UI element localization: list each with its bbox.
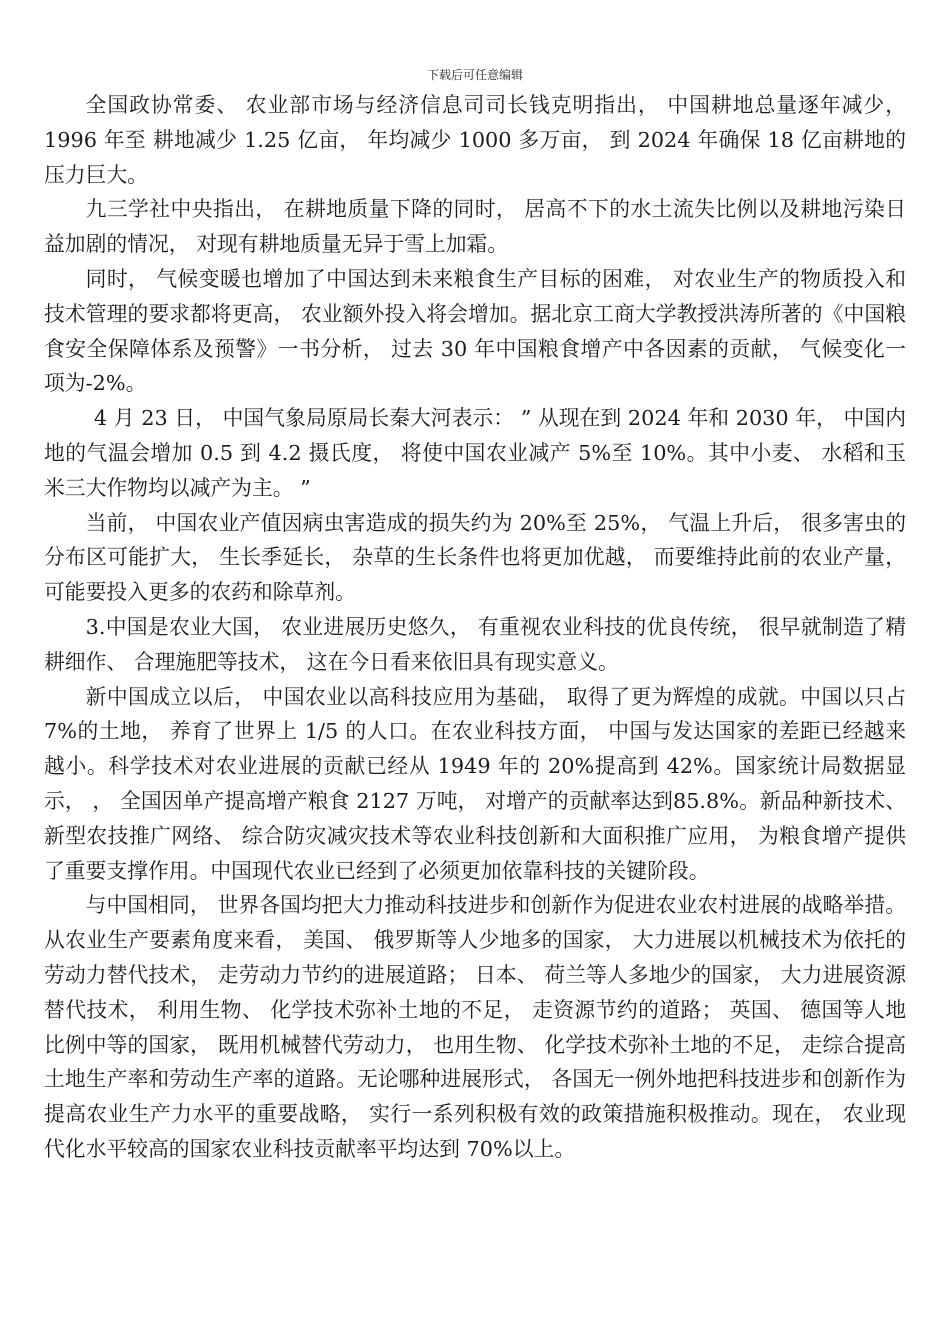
paragraph-jiusan-society: 九三学社中央指出， 在耕地质量下降的同时， 居高不下的水土流失比例以及耕地污染日益加剧的情况， 对现有耕地质量无异于雪上加霜。	[44, 197, 906, 257]
paragraph-climate-warming: 同时， 气候变暖也增加了中国达到未来粮食生产目标的困难， 对农业生产的物质投入和技术管理的要求都将更高， 农业额外投入将会增加。据北京工商大学教授洪涛所著的《中国粮食安全保障体系及预警》一书分析， 过去 30 年中国粮食增产中各因素的贡献， 气候变化一项为-2%。	[44, 266, 906, 396]
paragraph-agricultural-tradition: 3.中国是农业大国， 农业进展历史悠久， 有重视农业科技的优良传统， 很早就制造了精耕细作、 合理施肥等技术， 这在今日看来依旧具有现实意义。	[44, 614, 906, 674]
document-body	[44, 88, 906, 1167]
paragraph-farmland-decline: 全国政协常委、 农业部市场与经济信息司司长钱克明指出， 中国耕地总量逐年减少， 1996 年至 耕地减少 1.25 亿亩， 年均减少 1000 多万亩， 到 2024 年确保 18 亿亩耕地的压力巨大。	[44, 93, 906, 187]
paragraph-pest-losses: 当前， 中国农业产值因病虫害造成的损失约为 20%至 25%， 气温上升后， 很多害虫的分布区可能扩大， 生长季延长， 杂草的生长条件也将更加优越， 而要维持此前的农业产量， 可能要投入更多的农药和除草剂。	[44, 510, 906, 605]
page-header-note: 下载后可任意编辑	[426, 68, 523, 82]
paragraph-new-china-achievements: 新中国成立以后， 中国农业以高科技应用为基础， 取得了更为辉煌的成就。中国以只占 7%的土地， 养育了世界上 1/5 的人口。在农业科技方面， 中国与发达国家的差距已经越来越小。科学技术对农业进展的贡献已经从 1949 年的 20%提高到 42%。国家统计局数据显示， ， 全国因单产提高增产粮食 2127 万吨， 对增产的贡献率达到85.8%。新品种新技术、 新型农技推广网络、 综合防灾减灾技术等农业科技创新和大面积推广应用， 为粮食增产提供了重要支撑作用。中国现代农业已经到了必须更加依靠科技的关键阶段。	[44, 684, 906, 883]
paragraph-qin-dahe-quote: 4 月 23 日， 中国气象局原局长秦大河表示： ” 从现在到 2024 年和 2030 年， 中国内地的气温会增加 0.5 到 4.2 摄氏度， 将使中国农业减产 5%至 10%。其中小麦、 水稻和玉米三大作物均以减产为主。 ”	[44, 406, 906, 500]
paragraph-world-comparison: 与中国相同， 世界各国均把大力推动科技进步和创新作为促进农业农村进展的战略举措。从农业生产要素角度来看， 美国、 俄罗斯等人少地多的国家， 大力进展以机械技术为依托的劳动力替代技术， 走劳动力节约的进展道路； 日本、 荷兰等人多地少的国家， 大力进展资源替代技术， 利用生物、 化学技术弥补土地的不足， 走资源节约的道路； 英国、 德国等人地比例中等的国家， 既用机械替代劳动力， 也用生物、 化学技术弥补土地的不足， 走综合提高土地生产率和劳动生产率的道路。无论哪种进展形式， 各国无一例外地把科技进步和创新作为提高农业生产力水平的重要战略， 实行一系列积极有效的政策措施积极推动。现在， 农业现代化水平较高的国家农业科技贡献率平均达到 70%以上。	[44, 893, 906, 1161]
